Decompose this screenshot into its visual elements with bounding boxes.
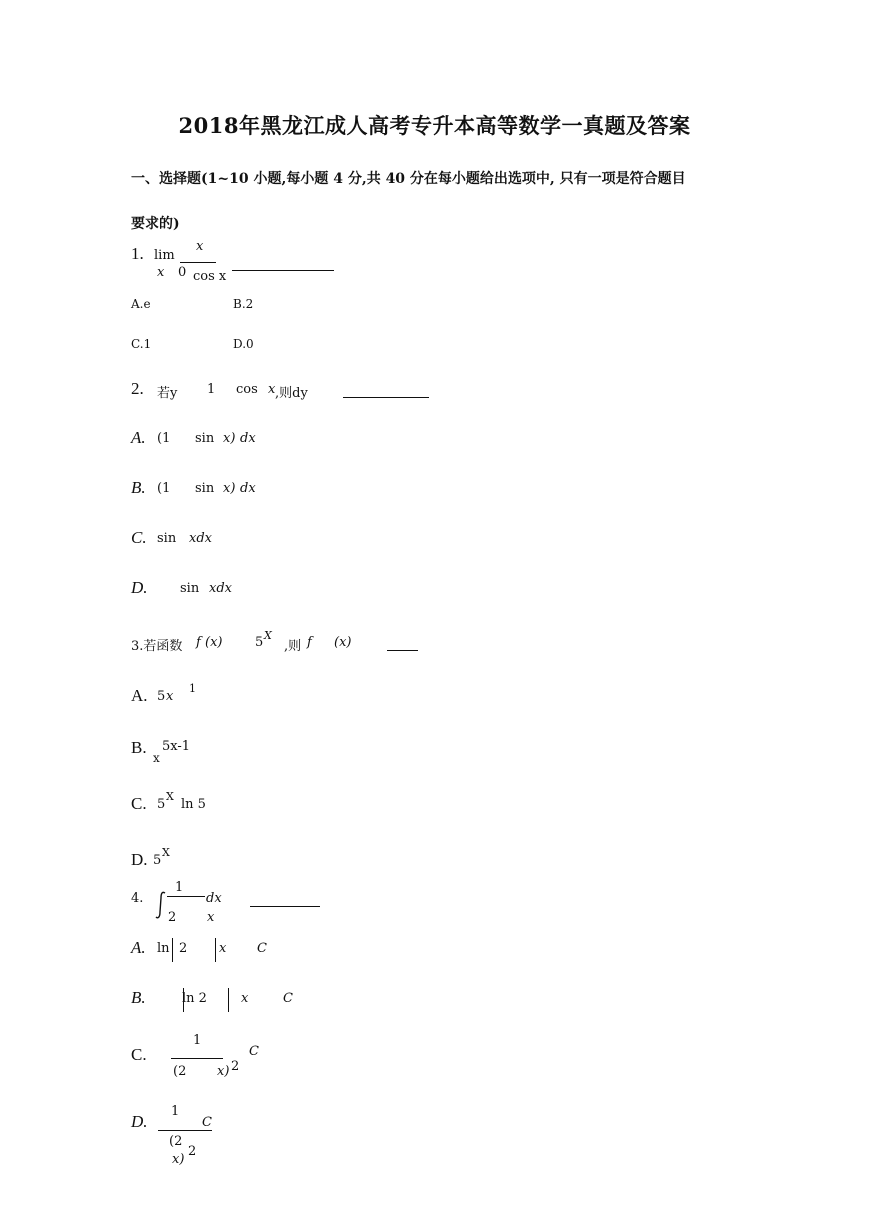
option-a: A. 5 x 1 (131, 682, 196, 705)
fraction-den-x: x (207, 910, 215, 925)
answer-blank (232, 270, 334, 271)
stem-f-prime: f (307, 635, 312, 650)
fraction-bar (180, 262, 216, 263)
option-d: D. sin xdx (131, 578, 232, 597)
stem-text: 若y (157, 386, 178, 401)
limit-operator: lim (154, 248, 175, 263)
stem-text: 3.若函数 (131, 639, 183, 654)
option-a: A.e (131, 297, 151, 311)
section-heading-line1: 一、选择题(1~10 小题,每小题 4 分,共 40 分在每小题给出选项中, 只有一项是符合题目 (131, 171, 686, 187)
abs-bar-right (228, 988, 229, 1012)
question-number: 1. (131, 244, 144, 263)
option-b: B. x 5x-1 (131, 738, 191, 765)
fraction-den-2: 2 (168, 910, 177, 925)
abs-bar-left (172, 938, 173, 962)
stem-base: 5 (255, 635, 264, 650)
fraction-bar (171, 1058, 223, 1059)
fraction-numerator: x (196, 239, 204, 254)
fraction-denominator: cos x (193, 269, 227, 284)
page-title: 2018年黑龙江成人高考专升本高等数学一真题及答案 (178, 113, 691, 138)
fraction-bar (167, 896, 205, 897)
fraction-bar (158, 1130, 212, 1131)
answer-blank (387, 650, 418, 651)
option-c: C. sin xdx (131, 528, 212, 547)
limit-target: 0 (178, 265, 187, 280)
limit-variable: x (157, 265, 165, 280)
option-b: B.2 (233, 297, 254, 311)
stem-x: x (268, 382, 276, 397)
option-d: D. 5 X (131, 846, 170, 869)
option-b: B. ln 2 x C (131, 988, 146, 1008)
option-a: A. (1 sin x) dx (131, 428, 256, 447)
question-number: 4. (131, 891, 144, 906)
stem-arg: (x) (205, 635, 223, 650)
stem-exponent: X (264, 629, 272, 642)
stem-one: 1 (207, 382, 216, 397)
question-number: 2. (131, 379, 144, 398)
differential: dx (206, 891, 222, 906)
option-d: D.0 (233, 337, 254, 351)
abs-bar-right (215, 938, 216, 962)
option-c: C.1 (131, 337, 152, 351)
option-c: C. 5 X ln 5 (131, 790, 206, 813)
stem-cos: cos (236, 382, 258, 397)
section-heading-line2: 要求的) (131, 216, 180, 232)
answer-blank (343, 397, 429, 398)
fraction-numerator: 1 (175, 880, 184, 895)
stem-dy: ,则dy (275, 386, 308, 401)
stem-arg-2: (x) (334, 635, 352, 650)
stem-f: f (196, 635, 201, 650)
integral-sign-icon (154, 890, 168, 920)
option-b: B. (1 sin x) dx (131, 478, 256, 497)
stem-then: ,则 (284, 639, 302, 654)
answer-blank (250, 906, 320, 907)
option-a: A. ln 2 x C (131, 938, 146, 958)
